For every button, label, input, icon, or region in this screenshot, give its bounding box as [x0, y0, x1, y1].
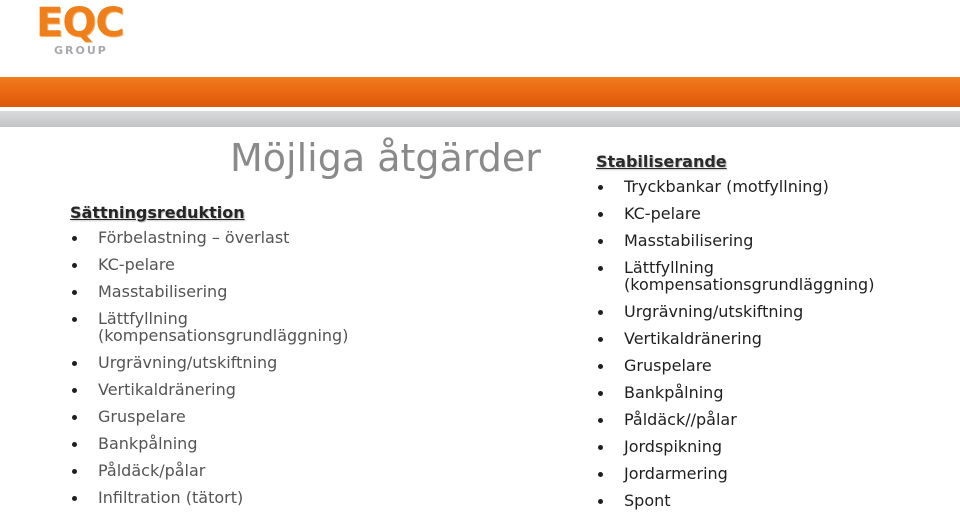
list-item	[596, 357, 956, 374]
left-heading: Sättningsreduktion	[70, 203, 245, 222]
logo-mark: EQC	[36, 0, 124, 46]
list-item-text: Jordspikning	[624, 437, 723, 456]
list-item	[70, 256, 470, 273]
bullet-icon	[598, 185, 603, 190]
right-list	[596, 178, 956, 509]
slide-title: Möjliga åtgärder	[230, 136, 541, 180]
list-item-text: Masstabilisering	[624, 231, 754, 250]
list-item-text: Infiltration (tätort)	[98, 488, 244, 507]
list-item	[70, 462, 470, 479]
list-item	[596, 384, 956, 401]
list-item-text: Spont	[624, 491, 671, 510]
header-orange-bar	[0, 77, 960, 107]
list-item	[596, 232, 956, 249]
left-list	[70, 229, 470, 506]
bullet-icon	[598, 364, 603, 369]
list-item	[596, 205, 956, 222]
list-item-text: Tryckbankar (motfyllning)	[624, 177, 829, 196]
bullet-icon	[598, 499, 603, 504]
list-item	[596, 178, 956, 195]
bullet-icon	[598, 418, 603, 423]
list-item-text: Jordarmering	[624, 464, 728, 483]
bullet-icon	[72, 496, 77, 501]
list-item	[596, 259, 956, 293]
bullet-icon	[72, 442, 77, 447]
right-column	[596, 152, 956, 519]
bullet-icon	[72, 263, 77, 268]
list-item-text: Lättfyllning (kompensationsgrundläggning)	[98, 309, 349, 345]
list-item	[70, 310, 470, 344]
list-item-text: Gruspelare	[98, 407, 186, 426]
list-item-text: Påldäck/pålar	[98, 461, 206, 480]
bullet-icon	[598, 472, 603, 477]
bullet-icon	[72, 236, 77, 241]
list-item	[596, 303, 956, 320]
list-item-text: Vertikaldränering	[98, 380, 236, 399]
list-item-text: Lättfyllning (kompensationsgrundläggning)	[624, 258, 875, 294]
bullet-icon	[72, 388, 77, 393]
eqc-group-logo	[36, 0, 126, 59]
list-item-text: Vertikaldränering	[624, 329, 762, 348]
list-item	[70, 381, 470, 398]
bullet-icon	[72, 317, 77, 322]
bullet-icon	[72, 415, 77, 420]
list-item-text: Urgrävning/utskiftning	[624, 302, 804, 321]
bullet-icon	[72, 290, 77, 295]
bullet-icon	[598, 239, 603, 244]
bullet-icon	[598, 310, 603, 315]
logo-subtitle: GROUP	[54, 44, 108, 57]
list-item	[70, 435, 470, 452]
list-item-text: Påldäck//pålar	[624, 410, 737, 429]
list-item-text: Gruspelare	[624, 356, 712, 375]
header-gray-bar	[0, 111, 960, 127]
list-item	[596, 438, 956, 455]
list-item	[596, 492, 956, 509]
bullet-icon	[598, 445, 603, 450]
list-item	[70, 354, 470, 371]
list-item	[596, 330, 956, 347]
list-item	[70, 489, 470, 506]
list-item	[70, 408, 470, 425]
list-item	[70, 229, 470, 246]
list-item-text: Bankpålning	[98, 434, 198, 453]
bullet-icon	[598, 391, 603, 396]
list-item-text: Masstabilisering	[98, 282, 228, 301]
right-heading: Stabiliserande	[596, 152, 727, 171]
bullet-icon	[598, 266, 603, 271]
bullet-icon	[598, 337, 603, 342]
bullet-icon	[72, 469, 77, 474]
bullet-icon	[72, 361, 77, 366]
list-item	[596, 411, 956, 428]
list-item-text: Förbelastning – överlast	[98, 228, 290, 247]
list-item-text: Bankpålning	[624, 383, 724, 402]
left-column	[70, 203, 470, 516]
list-item-text: KC-pelare	[98, 255, 175, 274]
bullet-icon	[598, 212, 603, 217]
list-item	[596, 465, 956, 482]
list-item-text: Urgrävning/utskiftning	[98, 353, 278, 372]
list-item-text: KC-pelare	[624, 204, 701, 223]
list-item	[70, 283, 470, 300]
